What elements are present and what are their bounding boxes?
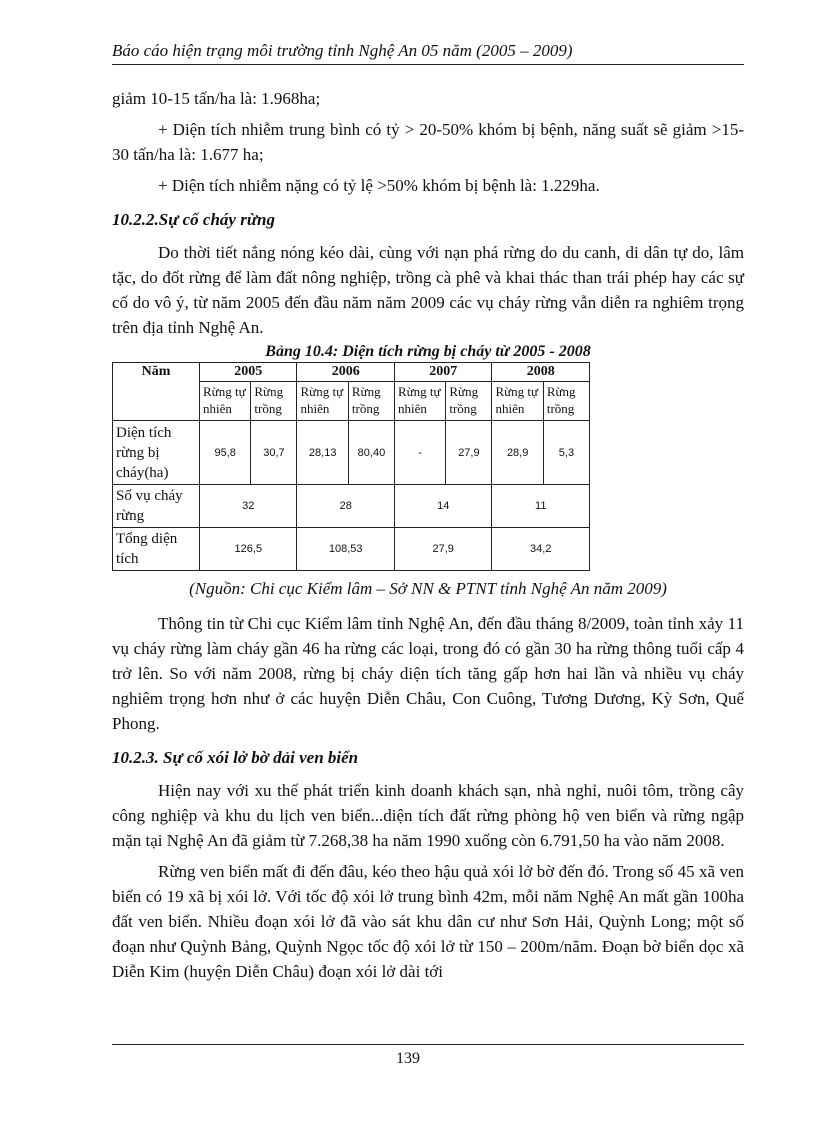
paragraph: Hiện nay với xu thế phát triển kinh doanh khách sạn, nhà nghỉ, nuôi tôm, trồng cây công nghiệp và khu du lịch ven biển...diện tích đất rừng phòng hộ ven biển và rừng ngập mặn tại Nghệ An đã giảm từ 7.268,38 ha năm 1990 xuống còn 6.791,50 ha vào năm 2008. bbox=[112, 781, 744, 850]
footer-divider bbox=[112, 1044, 744, 1045]
subheader-natural: Rừng tự nhiên bbox=[394, 382, 445, 421]
row-label: Tổng diện tích bbox=[113, 528, 200, 571]
table-cell: 32 bbox=[200, 485, 297, 528]
table-cell: 5,3 bbox=[543, 421, 589, 485]
paragraph: + Diện tích nhiễm nặng có tỷ lệ >50% khóm bị bệnh là: 1.229ha. bbox=[158, 176, 600, 195]
table-cell: 28 bbox=[297, 485, 394, 528]
year-header: Năm bbox=[113, 363, 200, 421]
subheader-natural: Rừng tự nhiên bbox=[200, 382, 251, 421]
table-cell: - bbox=[394, 421, 445, 485]
table-source: (Nguồn: Chi cục Kiểm lâm – Sở NN & PTNT tỉnh Nghệ An năm 2009) bbox=[189, 579, 667, 598]
table-cell: 27,9 bbox=[394, 528, 491, 571]
row-label: Diện tích rừng bị cháy(ha) bbox=[113, 421, 200, 485]
table-cell: 11 bbox=[492, 485, 590, 528]
year-header-cell: 2005 bbox=[200, 363, 297, 382]
subheader-planted: Rừng trồng bbox=[348, 382, 394, 421]
table-cell: 95,8 bbox=[200, 421, 251, 485]
subheader-planted: Rừng trồng bbox=[543, 382, 589, 421]
row-label: Số vụ cháy rừng bbox=[113, 485, 200, 528]
year-header-cell: 2006 bbox=[297, 363, 394, 382]
table-cell: 80,40 bbox=[348, 421, 394, 485]
subheader-natural: Rừng tự nhiên bbox=[492, 382, 543, 421]
paragraph: Thông tin từ Chi cục Kiểm lâm tỉnh Nghệ An, đến đầu tháng 8/2009, toàn tỉnh xảy 11 vụ cháy rừng làm cháy gần 46 ha rừng các loại, trong đó có gần 30 ha rừng thông tuổi cấp 4 trở lên. So với năm 2008, rừng bị cháy diện tích tăng gấp hơn hai lần và nhiều vụ cháy nghiêm trọng hơn như ở các huyện Diễn Châu, Con Cuông, Tương Dương, Kỳ Sơn, Quế Phong. bbox=[112, 614, 744, 733]
subheader-planted: Rừng trồng bbox=[251, 382, 297, 421]
table-cell: 108,53 bbox=[297, 528, 394, 571]
paragraph: giảm 10-15 tấn/ha là: 1.968ha; bbox=[112, 89, 321, 108]
subheader-planted: Rừng trồng bbox=[446, 382, 492, 421]
table-cell: 28,13 bbox=[297, 421, 348, 485]
section-heading: 10.2.2.Sự cố cháy rừng bbox=[112, 210, 275, 229]
year-header-cell: 2007 bbox=[394, 363, 491, 382]
subheader-natural: Rừng tự nhiên bbox=[297, 382, 348, 421]
paragraph: Rừng ven biển mất đi đến đâu, kéo theo hậu quả xói lở bờ đến đó. Trong số 45 xã ven biển có 19 xã bị xói lở. Với tốc độ xói lở trung bình 42m, mỗi năm Nghệ An mất gần 100ha đất ven biển. Nhiều đoạn xói lở đã vào sát khu dân cư như Sơn Hải, Quỳnh Long; một số đoạn như Quỳnh Bảng, Quỳnh Ngọc tốc độ xói lở từ 150 – 200m/năm. Đoạn bờ biển dọc xã Diễn Kim (huyện Diễn Châu) đoạn xói lở dài tới bbox=[112, 862, 744, 981]
table-cell: 28,9 bbox=[492, 421, 543, 485]
page-number: 139 bbox=[396, 1050, 420, 1067]
fire-area-table bbox=[112, 362, 590, 571]
page-header: Báo cáo hiện trạng môi trường tỉnh Nghệ An 05 năm (2005 – 2009) bbox=[112, 40, 744, 65]
table-cell: 30,7 bbox=[251, 421, 297, 485]
paragraph: + Diện tích nhiễm trung bình có tỷ > 20-50% khóm bị bệnh, năng suất sẽ giảm >15-30 tấn/ha là: 1.677 ha; bbox=[112, 120, 744, 164]
table-cell: 126,5 bbox=[200, 528, 297, 571]
year-header-cell: 2008 bbox=[492, 363, 590, 382]
paragraph: Do thời tiết nắng nóng kéo dài, cùng với nạn phá rừng do du canh, di dân tự do, lâm tặc, do đốt rừng để làm đất nông nghiệp, trồng cà phê và khai thác than trái phép hay các sự cố do vô ý, từ năm 2005 đến đầu năm năm 2009 các vụ cháy rừng vẫn diễn ra nghiêm trọng trên địa tỉnh Nghệ An. bbox=[112, 243, 744, 337]
table-cell: 27,9 bbox=[446, 421, 492, 485]
document-body bbox=[112, 86, 744, 984]
table-cell: 34,2 bbox=[492, 528, 590, 571]
table-title: Bảng 10.4: Diện tích rừng bị cháy từ 2005 - 2008 bbox=[265, 343, 591, 360]
section-heading: 10.2.3. Sự cố xói lở bờ dải ven biển bbox=[112, 748, 359, 767]
table-cell: 14 bbox=[394, 485, 491, 528]
